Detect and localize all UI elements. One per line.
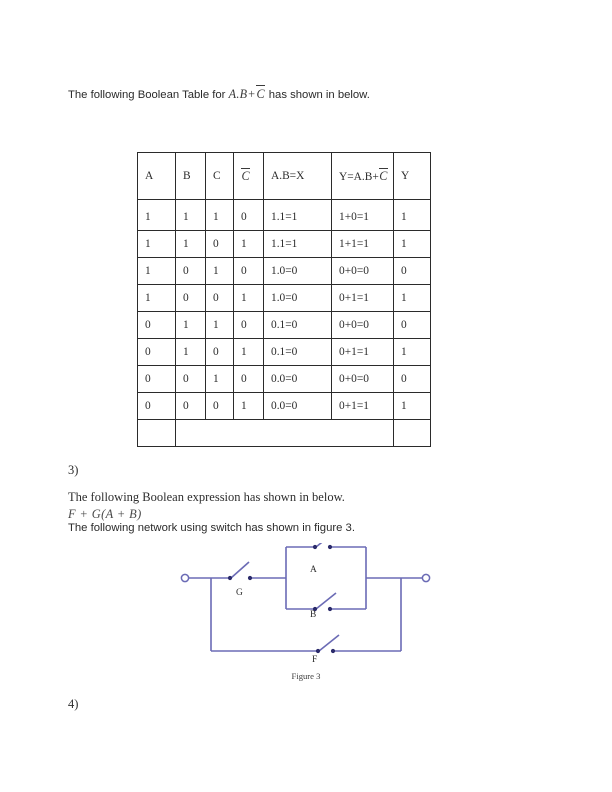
cell-y-calc: 0+0=0 [332,312,394,339]
switch-blade-f [319,635,339,651]
switch-label-f: F [312,655,318,665]
column-header-ab: A.B=X [264,153,332,200]
table-row [138,312,431,339]
cell-a: 0 [138,366,176,393]
inline-formula [229,87,269,101]
question-3-number: 3) [68,463,79,477]
cell-y-calc: 0+0=0 [332,366,394,393]
formula-c-not: C [256,87,265,101]
cell-b: 0 [176,258,206,285]
table-row [138,258,431,285]
cell-c-not: 1 [234,285,264,312]
cell-b: 1 [176,200,206,231]
question-4-number: 4) [68,697,79,711]
cell-c: 1 [206,258,234,285]
cell-ab: 1.0=0 [264,258,332,285]
cell-a: 1 [138,231,176,258]
cell-ab: 0.0=0 [264,366,332,393]
intro-text-before: The following Boolean Table for [68,89,226,101]
contact-dot-a-right [328,545,332,549]
table-row [138,339,431,366]
cell-y: 1 [394,200,431,231]
switch-label-a: A [310,565,317,575]
cell-ab: 1.1=1 [264,200,332,231]
contact-dot-f-right [331,649,335,653]
cell-y-calc: 0+1=1 [332,285,394,312]
cell-a: 0 [138,312,176,339]
cell-y: 1 [394,339,431,366]
cell-y-calc: 0+1=1 [332,393,394,420]
cell-ab: 0.1=0 [264,339,332,366]
terminal-left-icon [181,574,188,581]
table-trailing-space [138,420,431,447]
cell-c: 0 [206,285,234,312]
cell-a: 0 [138,393,176,420]
cell-c: 1 [206,312,234,339]
cell-a: 0 [138,339,176,366]
cell-c-not: 1 [234,339,264,366]
contact-dot-a-left [313,545,317,549]
cell-y: 1 [394,231,431,258]
cell-c: 1 [206,200,234,231]
cell-c-not: 1 [234,231,264,258]
column-header-y-expression: Y=A.B+C [332,153,394,200]
cell-b: 0 [176,285,206,312]
cell-b: 1 [176,339,206,366]
cell-y: 1 [394,393,431,420]
figure-caption: Figure 3 [291,671,321,681]
contact-dot-b-right [328,607,332,611]
terminal-right-icon [422,574,429,581]
table-row [138,231,431,258]
table-header-row [138,153,431,200]
expression-intro-text: The following Boolean expression has shown in below. [68,490,345,504]
cell-y-calc: 0+0=0 [332,258,394,285]
cell-a: 1 [138,285,176,312]
cell-c-not: 1 [234,393,264,420]
network-intro-text: The following network using switch has shown in figure 3. [68,522,355,534]
switch-blade-b [316,593,336,609]
intro-text-after: has shown in below. [268,89,370,101]
cell-c: 1 [206,366,234,393]
cell-ab: 0.0=0 [264,393,332,420]
switch-blade-g [231,562,249,578]
cell-a: 1 [138,258,176,285]
cell-b: 0 [176,393,206,420]
contact-dot-g-right [248,576,252,580]
table-row [138,366,431,393]
contact-dot-f-left [316,649,320,653]
column-header-b: B [176,153,206,200]
cell-c-not: 0 [234,200,264,231]
cell-c-not: 0 [234,312,264,339]
switch-network-figure [170,543,442,688]
switch-network-diagram [170,543,442,671]
cell-c-not: 0 [234,366,264,393]
table-row [138,393,431,420]
switch-label-b: B [310,610,317,620]
cell-c: 0 [206,231,234,258]
cell-y: 1 [394,285,431,312]
formula-plus: + [247,87,256,101]
cell-y: 0 [394,312,431,339]
contact-dot-g-left [228,576,232,580]
cell-y-calc: 0+1=1 [332,339,394,366]
cell-y-calc: 1+0=1 [332,200,394,231]
switch-label-g: G [236,588,243,598]
cell-ab: 1.1=1 [264,231,332,258]
boolean-expression: F + G(A + B) [68,507,142,521]
cell-ab: 0.1=0 [264,312,332,339]
cell-b: 0 [176,366,206,393]
formula-ab: A.B [228,87,248,101]
cell-b: 1 [176,231,206,258]
table-row [138,285,431,312]
cell-y: 0 [394,366,431,393]
cell-c: 0 [206,393,234,420]
boolean-truth-table [137,152,431,447]
intro-sentence [68,86,370,103]
column-header-y: Y [394,153,431,200]
cell-c-not: 0 [234,258,264,285]
table-row [138,200,431,231]
cell-b: 1 [176,312,206,339]
column-header-c: C [206,153,234,200]
cell-c: 0 [206,339,234,366]
cell-a: 1 [138,200,176,231]
cell-y: 0 [394,258,431,285]
column-header-c-not: C [234,153,264,200]
cell-y-calc: 1+1=1 [332,231,394,258]
table-body [138,200,431,447]
column-header-a: A [138,153,176,200]
cell-ab: 1.0=0 [264,285,332,312]
